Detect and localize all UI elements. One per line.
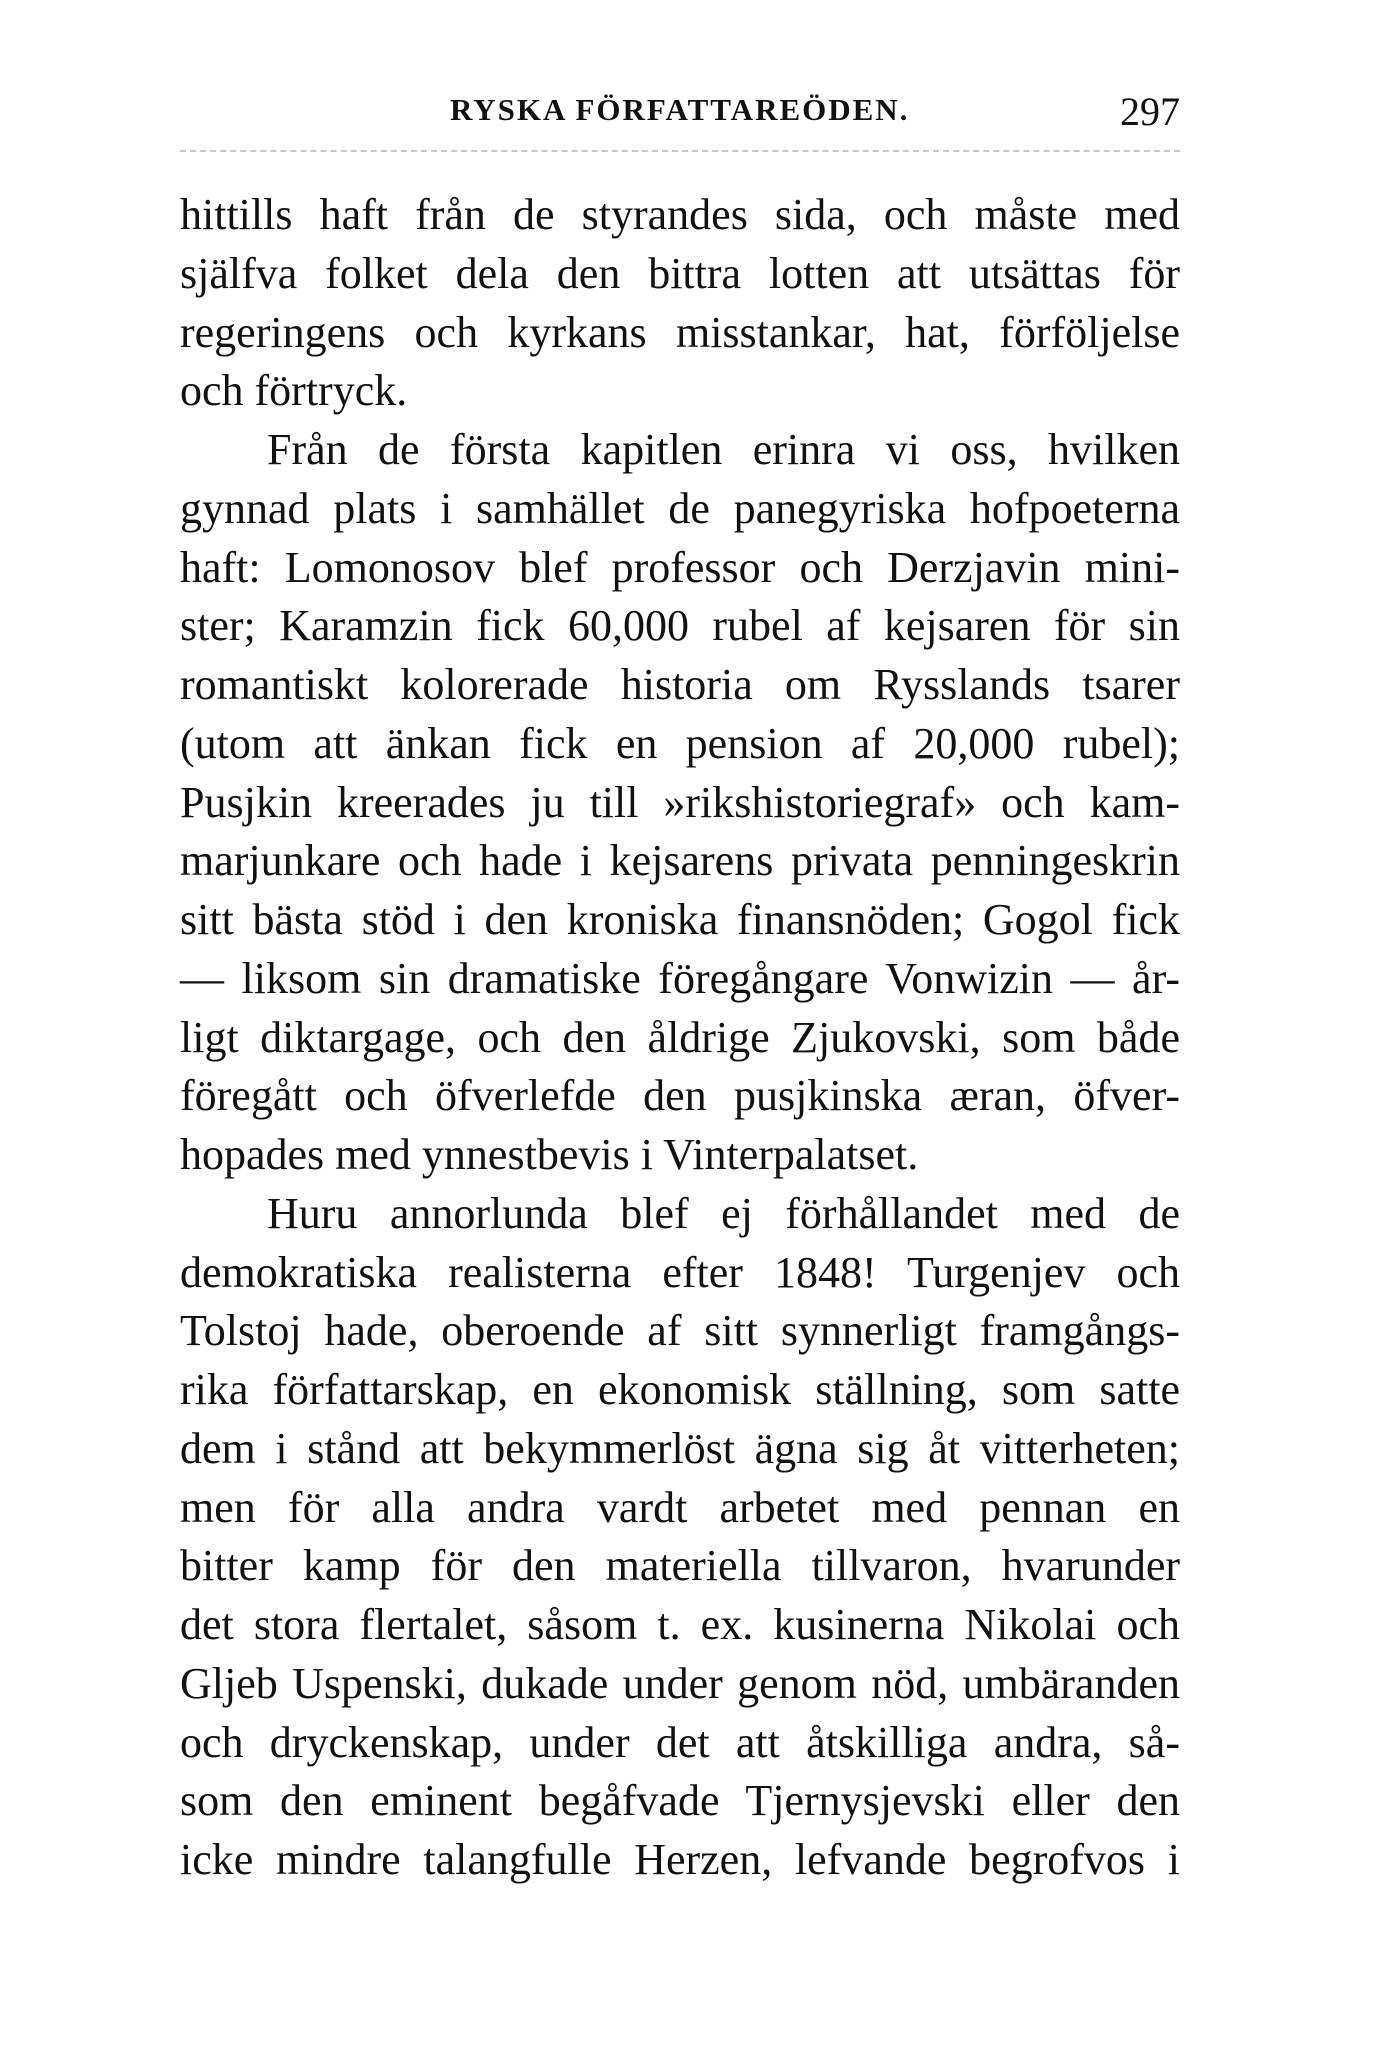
text-line: rika författarskap, en ekonomisk ställning, som satte [180, 1365, 1180, 1414]
text-line: demokratiska realisterna efter 1848! Turgenjev och [180, 1247, 1180, 1297]
text-line: icke mindre talangfulle Herzen, lefvande begrofvos i [180, 1835, 1180, 1884]
text-line: bitter kamp för den materiella tillvaron, hvarunder [180, 1541, 1180, 1591]
body-text [180, 186, 1180, 1890]
text-line: men för alla andra vardt arbetet med pennan en [180, 1482, 1180, 1532]
text-line: Tolstoj hade, oberoende af sitt synnerligt framgångs- [180, 1306, 1180, 1356]
text-line: regeringens och kyrkans misstankar, hat, förföljelse [180, 307, 1180, 357]
text-line: gynnad plats i samhället de panegyriska hofpoeterna [180, 483, 1180, 533]
text-line: och förtryck. [180, 366, 408, 416]
page-header [180, 88, 1180, 138]
text-line: ligt diktargage, och den åldrige Zjukovski, som både [180, 1012, 1180, 1062]
text-line: Från de första kapitlen erinra vi oss, hvilken [267, 425, 1180, 474]
text-line: själfva folket dela den bittra lotten att utsättas för [180, 248, 1180, 298]
text-line: dem i stånd att bekymmerlöst ägna sig åt vitterheten; [180, 1423, 1180, 1473]
page-number: 297 [1120, 89, 1180, 134]
text-line: föregått och öfverlefde den pusjkinska æran, öfver- [180, 1071, 1180, 1121]
header-rule [180, 150, 1180, 152]
text-line: hopades med ynnestbevis i Vinterpalatset. [180, 1130, 919, 1179]
text-line: (utom att änkan fick en pension af 20,000 rubel); [180, 718, 1180, 768]
text-line: som den eminent begåfvade Tjernysjevski eller den [180, 1776, 1180, 1826]
text-line: — liksom sin dramatiske föregångare Vonwizin — år- [180, 953, 1180, 1003]
running-title: RYSKA FÖRFATTAREÖDEN. [450, 92, 910, 127]
text-line: Huru annorlunda blef ej förhållandet med de [267, 1188, 1180, 1238]
text-line: sitt bästa stöd i den kroniska finansnöden; Gogol fick [180, 895, 1180, 944]
text-line: marjunkare och hade i kejsarens privata penningeskrin [180, 836, 1180, 886]
text-line: ster; Karamzin fick 60,000 rubel af kejsaren för sin [180, 601, 1180, 651]
text-line: hittills haft från de styrandes sida, och måste med [180, 190, 1180, 239]
text-line: Gljeb Uspenski, dukade under genom nöd, umbäranden [180, 1658, 1180, 1708]
text-line: det stora flertalet, såsom t. ex. kusinerna Nikolai och [180, 1600, 1180, 1649]
text-line: haft: Lomonosov blef professor och Derzjavin mini- [180, 542, 1180, 592]
text-line: och dryckenskap, under det att åtskilliga andra, så- [180, 1717, 1180, 1767]
text-line: romantiskt kolorerade historia om Rysslands tsarer [180, 660, 1180, 709]
text-line: Pusjkin kreerades ju till »rikshistoriegraf» och kam- [180, 777, 1180, 827]
